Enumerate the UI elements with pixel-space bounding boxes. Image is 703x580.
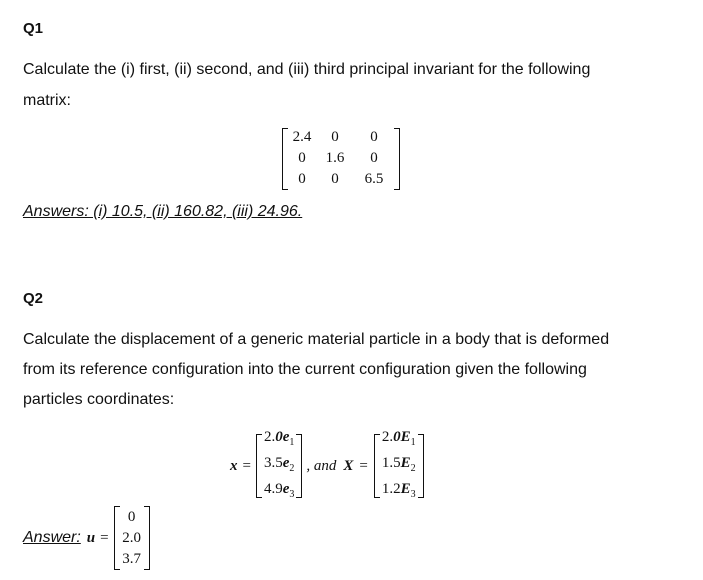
x-vector — [262, 427, 296, 505]
u-vector — [120, 507, 144, 570]
matrix-cell: 0 — [331, 129, 339, 145]
u-vector-entry: 0 — [127, 508, 136, 525]
equals-sign: = — [100, 529, 109, 546]
u-vector-entry: 3.7 — [122, 550, 141, 567]
x-vector-entry: $3.5e_2$ — [263, 455, 295, 474]
q1-answer: Answers: (i) 10.5, (ii) 160.82, (iii) 24.96. — [23, 203, 303, 220]
X-vector-entry: $1.5E_2$ — [381, 455, 416, 474]
matrix-cell: 0 — [298, 171, 306, 187]
q1-matrix — [282, 127, 400, 190]
matrix-grid — [288, 127, 394, 190]
q2-heading: Q2 — [23, 290, 44, 307]
matrix-cell: 6.5 — [364, 171, 384, 187]
q2-question-line-2: from its reference configuration into the current configuration given the following — [23, 361, 587, 378]
q1-question-line-1: Calculate the (i) first, (ii) second, and (iii) third principal invariant for the following — [23, 61, 591, 78]
q1-question-line-2: matrix: — [23, 92, 71, 109]
u-symbol: u — [86, 529, 96, 546]
X-vector-right-bracket — [418, 434, 424, 498]
u-vector-entry: 2.0 — [122, 529, 141, 546]
matrix-cell: 0 — [298, 150, 306, 166]
x-vector-entry: $2.0e_1$ — [263, 429, 295, 448]
X-vector-entry: $1.2E_3$ — [381, 481, 416, 500]
x-symbol: x — [230, 457, 238, 474]
q2-question-line-3: particles coordinates: — [23, 391, 175, 408]
q1-heading: Q1 — [23, 20, 44, 37]
X-vector — [380, 427, 418, 505]
X-vector-entry: $2.0E_1$ — [381, 429, 416, 448]
matrix-cell: 1.6 — [325, 150, 345, 166]
matrix-cell: 2.4 — [292, 129, 312, 145]
q2-question-line-1: Calculate the displacement of a generic material particle in a body that is deformed — [23, 331, 610, 348]
x-vector-right-bracket — [296, 434, 302, 498]
X-symbol: X — [343, 457, 354, 474]
and-text: , and — [306, 457, 337, 474]
q2-answer — [23, 506, 150, 570]
matrix-cell: 0 — [370, 129, 378, 145]
matrix-right-bracket — [394, 128, 400, 190]
matrix-cell: 0 — [331, 171, 339, 187]
x-vector-entry: $4.9e_3$ — [263, 481, 295, 500]
q2-answer-label: Answer: — [23, 529, 81, 546]
equals-sign: = — [359, 457, 368, 474]
equals-sign: = — [242, 457, 251, 474]
u-vector-right-bracket — [144, 506, 150, 570]
coordinates-equation — [230, 427, 424, 505]
matrix-cell: 0 — [370, 150, 378, 166]
